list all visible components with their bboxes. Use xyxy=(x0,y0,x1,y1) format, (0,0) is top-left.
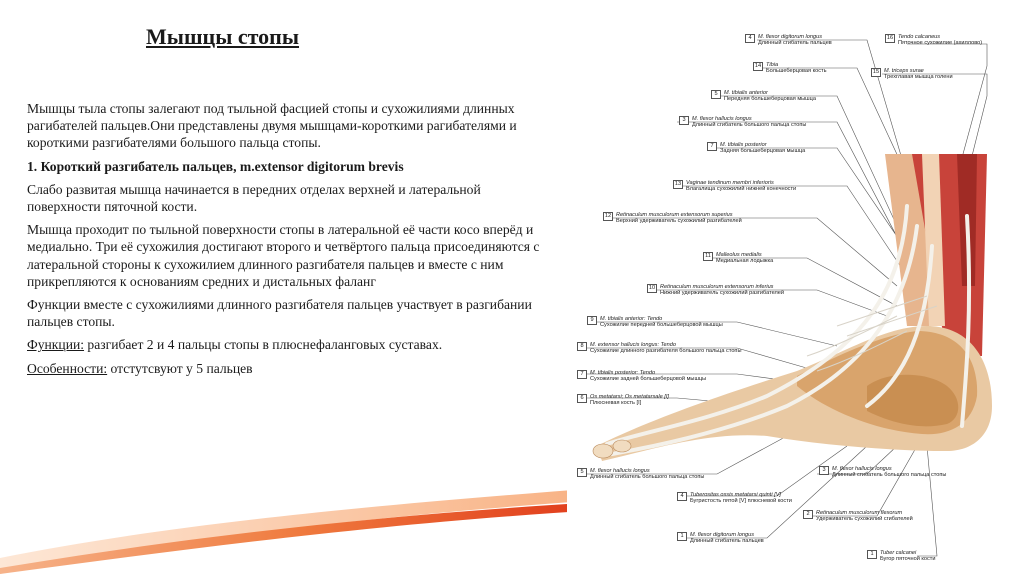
features-line xyxy=(27,360,547,377)
foot-anatomy-figure xyxy=(567,26,1007,571)
course-paragraph: Мышца проходит по тыльной поверхности стопы в латеральной её части косо вперёд и медиально. Три её сухожилия достигают второго и четвёртого пальца присоединяются с латеральной стороны к сухожилием длинного разгибателя пальцев и вместе с ним прикрепляются к основаниям средних и дистальных фаланг xyxy=(27,222,540,289)
intro-paragraph: Мышцы тыла стопы залегают под тыльной фасцией стопы и сухожилиями длинных рагибателей пальцев.Они представлены двумя мышцами-короткими рагибателями и короткими разгибателями большого пальца стопы. xyxy=(27,101,517,151)
decorative-swoosh xyxy=(0,488,600,574)
features-text: отстутсвуют у 5 пальцев xyxy=(107,360,253,376)
callout-tibialis-posterior-tendo: 7 M. tibialis posterior: Tendo Сухожилие задней большеберцовой мышцы xyxy=(577,370,706,383)
origin-paragraph: Слабо развитая мышца начинается в передних отделах верхней и латеральной поверхности пяточной кости. xyxy=(27,181,481,215)
functions-text: разгибает 2 и 4 пальцы стопы в плюснефаланговых суставах. xyxy=(84,337,443,353)
callout-flexor-hallucis-longus-lower-right: 3 M. flexor hallucis longus Длинный сгибатель большого пальца стопы xyxy=(819,466,946,479)
callout-flexor-hallucis-longus-upper: 3 M. flexor hallucis longus Длинный сгибатель большого пальца стопы xyxy=(679,116,806,129)
callout-tuber-calcanei: 1 Tuber calcanei Бугор пяточной кости xyxy=(867,550,935,563)
callout-tendo-calcaneus: 16 Tendo calcaneus Пяточное сухожилие (ахиллово) xyxy=(886,34,983,47)
callout-tuberositas-metatarsi: 4 Tuberositas ossis metatarsi quinti [V] Бугристость пятой [V] плюсневой кости xyxy=(677,492,792,505)
features-label: Особенности: xyxy=(27,360,108,376)
slide-title: Мышцы стопы xyxy=(146,24,300,49)
callout-extensor-hallucis-tendo: 8 M. extensor hallucis longus: Tendo Сухожилие длинного разгибателя большого пальца стопы xyxy=(577,342,741,355)
callout-tibia: 14 Tibia Большеберцовая кость xyxy=(754,62,827,75)
callout-retinaculum-flexorum: 2 Retinaculum musculorum flexorum Удерживатель сухожилий сгибателей xyxy=(803,510,913,523)
callout-flexor-digitorum-longus-bottom: 1 M. flexor digitorum longus Длинный сгибатель пальцев xyxy=(677,532,764,545)
section-heading: 1. Короткий разгибатель пальцев, m.extensor digitorum brevis xyxy=(27,158,404,174)
callout-retinaculum-superius: 12 Retinaculum musculorum extensorum superius Верхний удерживатель сухожилий разгибателей xyxy=(604,212,742,225)
callout-malleolus-medialis: 11 Malleolus medialis Медиальная лодыжка xyxy=(703,252,773,265)
callout-tibialis-posterior: 7 M. tibialis posterior Задняя большеберцовая мышца xyxy=(707,142,805,155)
callout-os-metatarsi: 6 Os metatarsi; Os metatarsale [I] Плюсневая кость [I] xyxy=(577,394,669,407)
function-paragraph: Функции вместе с сухожилиями длинного разгибателя пальцев участвует в разгибании пальцев стопы. xyxy=(27,297,532,330)
callout-tibialis-anterior: 5 M. tibialis anterior Передняя большеберцовая мышца xyxy=(711,90,816,103)
functions-label: Функции: xyxy=(27,337,85,353)
callout-retinaculum-inferius: 10 Retinaculum musculorum extensorum inferius Нижний удерживатель сухожилий разгибателей xyxy=(648,284,785,297)
functions-line xyxy=(27,336,547,353)
callout-triceps-surae: 15 M. triceps surae Трехглавая мышца голени xyxy=(872,68,953,81)
callout-vaginae-tendinum: 13 Vaginae tendinum membri inferioris Влагалища сухожилий нижней конечности xyxy=(674,180,797,193)
slide-body xyxy=(27,100,547,383)
callout-flexor-digitorum-longus-top: 4 M. flexor digitorum longus Длинный сгибатель пальцев xyxy=(745,34,832,47)
foot-illustration xyxy=(567,26,1007,571)
callout-flexor-hallucis-longus-lower-left: 5 M. flexor hallucis longus Длинный сгибатель большого пальца стопы xyxy=(577,468,704,481)
callout-tibialis-anterior-tendo: 9 M. tibialis anterior: Tendo Сухожилие передней большеберцовой мышцы xyxy=(587,316,723,329)
